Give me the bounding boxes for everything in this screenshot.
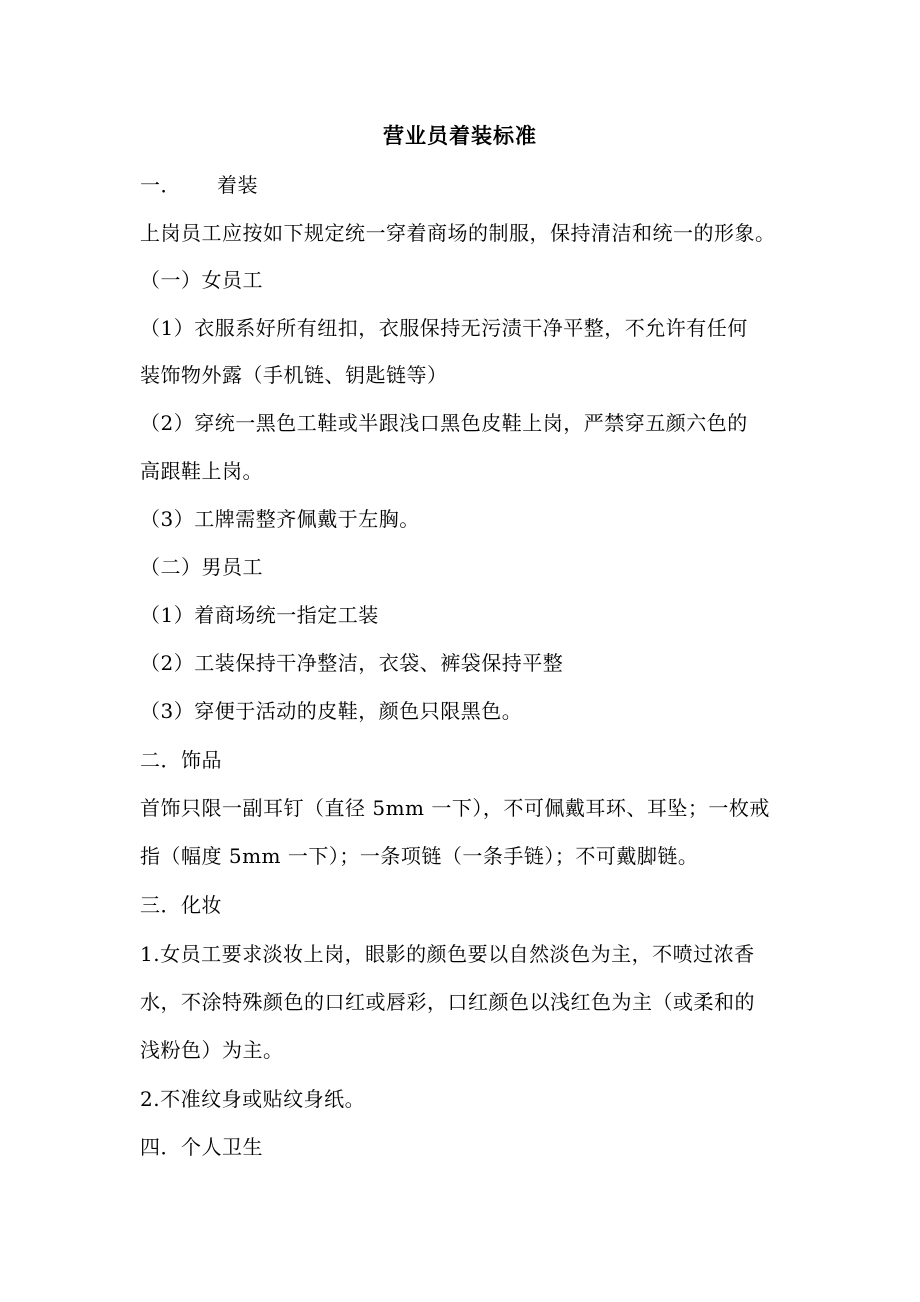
section-3-line-3: 浅粉色）为主。 <box>140 1038 284 1062</box>
male-item-1: （1）着商场统一指定工装 <box>140 603 379 627</box>
section-1-heading <box>140 171 800 199</box>
section-1-number: 一． <box>140 173 181 197</box>
section-3-heading: 三．化妆 <box>140 893 222 917</box>
female-item-2-line-2: 高跟鞋上岗。 <box>140 459 263 483</box>
female-item-1-line-2: 装饰物外露（手机链、钥匙链等） <box>140 363 448 387</box>
female-item-1-line-1: （1）衣服系好所有纽扣，衣服保持无污渍干净平整，不允许有任何 <box>140 316 748 340</box>
section-2-line-2: 指（幅度 5mm 一下）；一条项链（一条手链）；不可戴脚链。 <box>140 844 699 868</box>
section-1-intro: 上岗员工应按如下规定统一穿着商场的制服，保持清洁和统一的形象。 <box>140 221 776 245</box>
section-2-line-1: 首饰只限一副耳钉（直径 5mm 一下），不可佩戴耳环、耳坠；一枚戒 <box>140 796 770 820</box>
male-item-2: （2）工装保持干净整洁，衣袋、裤袋保持平整 <box>140 651 564 675</box>
male-item-3: （3）穿便于活动的皮鞋，颜色只限黑色。 <box>140 699 523 723</box>
document-title: 营业员着装标准 <box>383 123 537 148</box>
section-1-title: 着装 <box>217 173 258 197</box>
male-staff-heading: （二）男员工 <box>140 555 263 579</box>
female-item-2-line-1: （2）穿统一黑色工鞋或半跟浅口黑色皮鞋上岗，严禁穿五颜六色的 <box>140 411 748 435</box>
section-3-line-2: 水，不涂特殊颜色的口红或唇彩，口红颜色以浅红色为主（或柔和的 <box>140 990 755 1014</box>
female-item-3: （3）工牌需整齐佩戴于左胸。 <box>140 507 420 531</box>
section-3-line-4: 2.不准纹身或贴纹身纸。 <box>140 1087 366 1111</box>
female-staff-heading: （一）女员工 <box>140 268 263 292</box>
section-4-heading: 四．个人卫生 <box>140 1135 263 1159</box>
section-3-line-1: 1.女员工要求淡妆上岗，眼影的颜色要以自然淡色为主，不喷过浓香 <box>140 942 755 966</box>
section-2-heading: 二．饰品 <box>140 748 222 772</box>
